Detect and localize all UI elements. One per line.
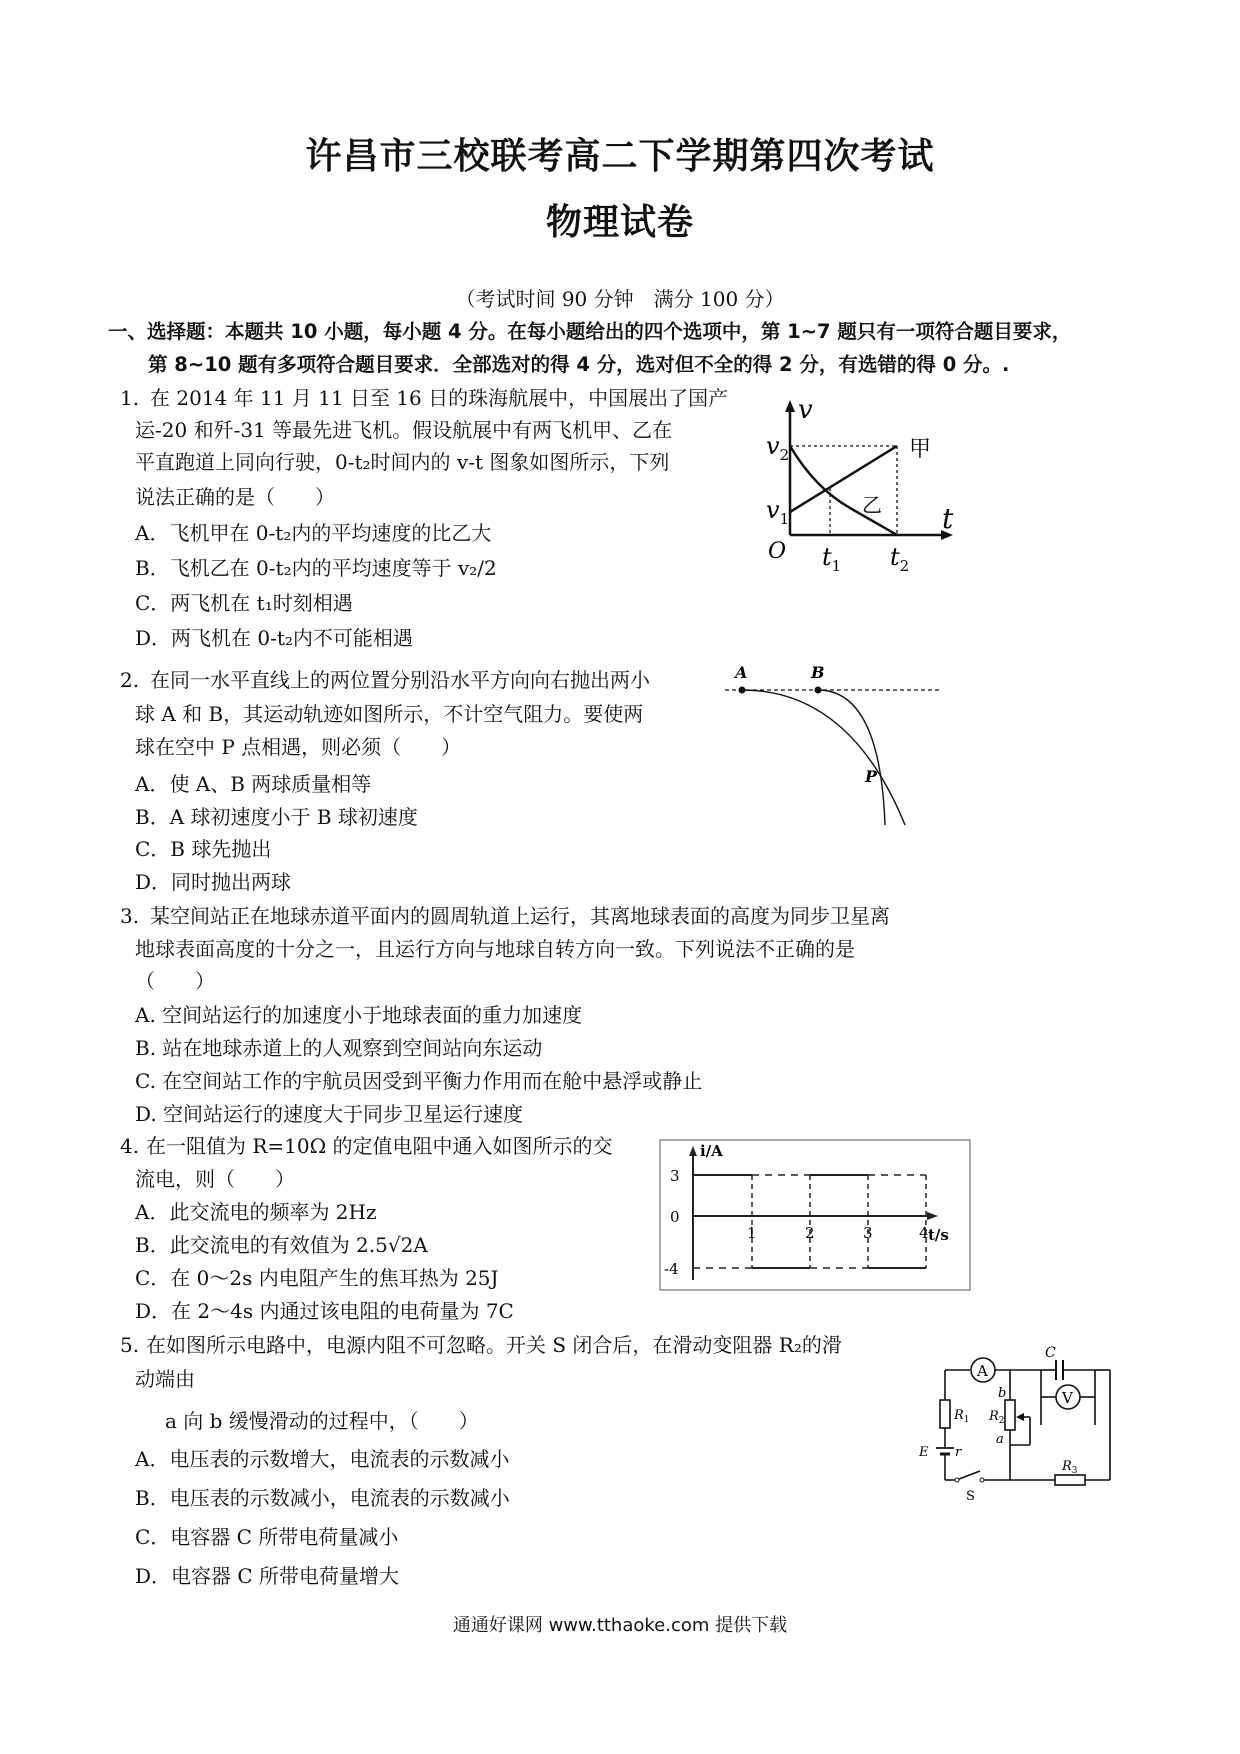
question-3-option-a: A. 空间站运行的加速度小于地球表面的重力加速度 (135, 1003, 583, 1027)
question-4-stem-line1 (120, 1130, 613, 1162)
it-y-label: i/A (700, 1142, 723, 1160)
it-tick-neg4: -4 (664, 1260, 679, 1278)
question-5-option-c: C．电容器 C 所带电荷量减小 (135, 1525, 399, 1549)
question-2-text-1: 在同一水平直线上的两位置分别沿水平方向向右抛出两小 (150, 668, 650, 692)
page-footer: 通通好课网 www.tthaoke.com 提供下载 (452, 1615, 788, 1636)
question-1-option-c: C．两飞机在 t₁时刻相遇 (135, 591, 353, 615)
question-2-stem-line2: 球 A 和 B，其运动轨迹如图所示，不计空气阻力。要使两 (135, 702, 644, 726)
capacitor-label: C (1045, 1345, 1056, 1361)
question-1-option-a: A．飞机甲在 0-t₂内的平均速度的比乙大 (135, 521, 492, 545)
question-3-stem-line3: （ ） (135, 969, 215, 993)
vt-jia-label: 甲 (909, 437, 932, 462)
vt-axis-y-arrow (785, 400, 795, 412)
question-4-number: 4. (120, 1134, 140, 1158)
resistor-r3 (1055, 1475, 1085, 1485)
question-1-stem-line3: 平直跑道上同向行驶，0-t₂时间内的 v-t 图象如图所示，下列 (135, 450, 670, 474)
question-5-option-b: B．电压表的示数减小，电流表的示数减小 (135, 1486, 510, 1510)
question-4-stem-line2: 流电，则（ ） (135, 1167, 295, 1191)
exam-note: （考试时间 90 分钟 满分 100 分） (455, 287, 785, 311)
question-2-option-b: B．A 球初速度小于 B 球初速度 (135, 805, 418, 829)
question-4-option-c: C．在 0～2s 内电阻产生的焦耳热为 25J (135, 1266, 499, 1290)
it-axis-x-arrow (927, 1212, 938, 1220)
vt-y-label: v (798, 395, 813, 425)
it-x-tick-1: 1 (747, 1224, 757, 1242)
circuit-figure (910, 1345, 1150, 1505)
ammeter-label: A (977, 1362, 988, 1380)
it-x-tick-2: 2 (805, 1224, 815, 1242)
section-instruction-line1: 一、选择题：本题共 10 小题，每小题 4 分。在每小题给出的四个选项中，第 1~7 题只有一项符合题目要求， (108, 320, 1072, 343)
resistor-r3-label: $R_3$ (1062, 1459, 1078, 1476)
question-3-option-d: D. 空间站运行的速度大于同步卫星运行速度 (135, 1102, 524, 1126)
projectile-figure (720, 665, 950, 825)
projectile-label-p: P (865, 767, 878, 786)
it-tick-0: 0 (670, 1208, 680, 1226)
vt-t1-label: $t_1$ (822, 543, 842, 575)
question-1-option-b: B．飞机乙在 0-t₂内的平均速度等于 v₂/2 (135, 556, 497, 580)
question-5-text-1: 在如图所示电路中，电源内阻不可忽略。开关 S 闭合后，在滑动变阻器 R₂的滑 (146, 1333, 842, 1357)
resistor-r1 (940, 1400, 950, 1428)
question-5-stem-line2: 动端由 (135, 1367, 195, 1391)
rheostat-end-a: a (996, 1432, 1004, 1447)
vt-graph-figure (766, 395, 970, 580)
rheostat-r2-label: $R_2$ (989, 1409, 1005, 1426)
question-5-stem-line1 (120, 1329, 842, 1361)
page-title: 许昌市三校联考高二下学期第四次考试 (305, 136, 935, 177)
question-4-option-d: D．在 2～4s 内通过该电阻的电荷量为 7C (135, 1299, 514, 1323)
page-subtitle: 物理试卷 (545, 202, 694, 243)
resistor-r1-label: $R_1$ (954, 1408, 970, 1425)
projectile-label-b: B (811, 663, 825, 682)
question-2-option-d: D．同时抛出两球 (135, 870, 292, 894)
question-4-option-a: A．此交流电的频率为 2Hz (135, 1200, 377, 1224)
question-3-option-b: B. 站在地球赤道上的人观察到空间站向东运动 (135, 1036, 543, 1060)
vt-yi-label: 乙 (862, 493, 882, 517)
question-5-number: 5. (120, 1333, 140, 1357)
it-axis-y-arrow (689, 1146, 697, 1156)
it-tick-3: 3 (670, 1167, 680, 1185)
switch-contact-right (980, 1478, 984, 1482)
question-5-option-a: A．电压表的示数增大，电流表的示数减小 (135, 1447, 510, 1471)
question-2-stem-line1 (120, 664, 650, 696)
switch-label: S (966, 1489, 975, 1504)
vt-v2-label: $v_2$ (766, 432, 790, 464)
projectile-label-a: A (735, 663, 748, 682)
question-5-option-d: D．电容器 C 所带电荷量增大 (135, 1564, 400, 1588)
vt-t2-label: $t_2$ (890, 543, 910, 575)
question-3-option-c: C. 在空间站工作的宇航员因受到平衡力作用而在舱中悬浮或静止 (135, 1069, 703, 1093)
question-1-number: 1. (120, 386, 140, 410)
vt-curve-yi (790, 446, 897, 535)
it-x-tick-4: 4 (919, 1224, 929, 1242)
question-2-option-c: C．B 球先抛出 (135, 837, 272, 861)
question-2-number: 2. (120, 668, 140, 692)
question-1-option-d: D．两飞机在 0-t₂内不可能相遇 (135, 626, 413, 650)
battery-r-label: r (955, 1445, 962, 1460)
question-5-stem-line3: a 向 b 缓慢滑动的过程中，（ ） (165, 1409, 479, 1433)
question-3-number: 3. (120, 904, 140, 928)
switch-lever (959, 1471, 980, 1479)
question-4-text-1: 在一阻值为 R=10Ω 的定值电阻中通入如图所示的交 (146, 1134, 613, 1158)
vt-x-label: t (942, 502, 954, 535)
vt-origin-label: O (768, 539, 787, 564)
question-2-stem-line3: 球在空中 P 点相遇，则必须（ ） (135, 735, 462, 759)
it-graph-figure (660, 1140, 970, 1290)
rheostat-slider-arrow (1016, 1413, 1024, 1421)
voltmeter-label: V (1062, 1389, 1073, 1407)
question-3-text-1: 某空间站正在地球赤道平面内的圆周轨道上运行，其离地球表面的高度为同步卫星离 (150, 904, 890, 928)
question-3-stem-line2: 地球表面高度的十分之一，且运行方向与地球自转方向一致。下列说法不正确的是 (135, 937, 855, 961)
rheostat-r2 (1005, 1400, 1015, 1430)
question-1-stem-line4: 说法正确的是（ ） (135, 485, 335, 509)
section-instruction-line2: 第 8~10 题有多项符合题目要求．全部选对的得 4 分，选对但不全的得 2 分，有选错的得 0 分。. (148, 353, 1010, 376)
rheostat-end-b: b (998, 1386, 1007, 1401)
question-1-text-1: 在 2014 年 11 月 11 日至 16 日的珠海航展中，中国展出了国产 (150, 386, 729, 410)
question-3-stem-line1 (120, 900, 890, 932)
question-1-stem-line2: 运-20 和歼-31 等最先进飞机。假设航展中有两飞机甲、乙在 (135, 418, 673, 442)
it-x-label: t/s (928, 1226, 949, 1244)
question-2-option-a: A．使 A、B 两球质量相等 (135, 772, 372, 796)
projectile-trajectory-a (742, 690, 905, 825)
question-4-option-b: B．此交流电的有效值为 2.5√2A (135, 1233, 428, 1257)
it-x-tick-3: 3 (863, 1224, 873, 1242)
projectile-trajectory-b (818, 690, 885, 825)
question-1-stem-line1 (120, 382, 728, 414)
battery-emf-label: E (919, 1445, 929, 1460)
switch-contact-left (955, 1478, 959, 1482)
vt-v1-label: $v_1$ (766, 496, 790, 528)
